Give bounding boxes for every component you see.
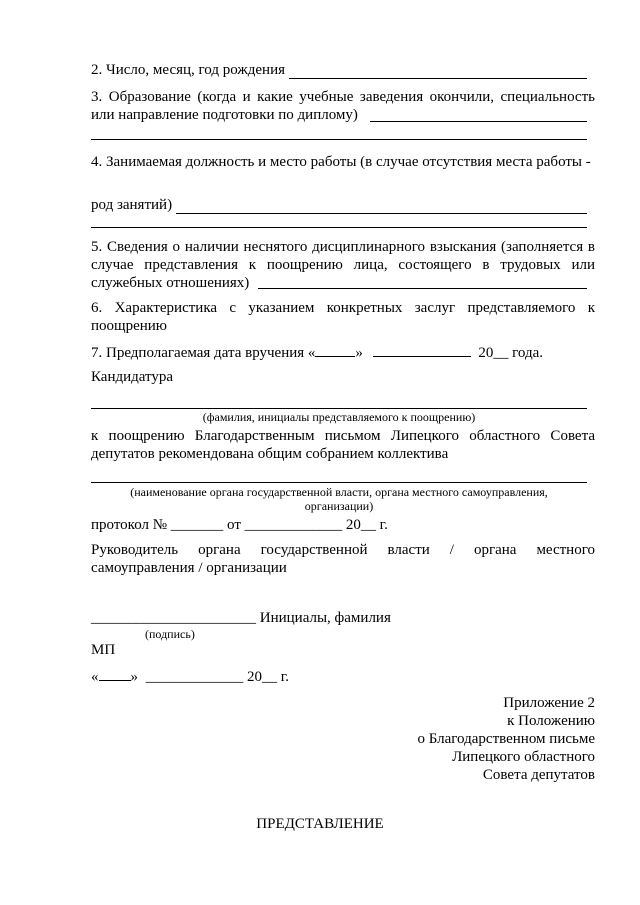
characteristic-label: 6. Характеристика с указанием конкретных заслуг представляемого к поощрению	[91, 300, 595, 334]
award-day-field[interactable]	[315, 343, 355, 357]
organization-caption	[91, 485, 587, 513]
appendix-line1: Приложение 2	[503, 695, 595, 711]
award-date-row	[91, 343, 595, 362]
protocol-line[interactable]: протокол № _______ от _____________ 20__ г.	[91, 517, 388, 533]
birth-date-label: 2. Число, месяц, год рождения	[91, 62, 285, 78]
award-year-text: 20__ года.	[478, 345, 544, 361]
organization-field[interactable]	[91, 482, 587, 483]
candidacy-label: Кандидатура	[91, 369, 174, 385]
sign-date-row	[91, 667, 595, 686]
document-heading: ПРЕДСТАВЛЕНИЕ	[256, 816, 384, 832]
appendix-block	[417, 694, 595, 784]
position-field-2[interactable]	[91, 227, 587, 228]
organization-caption-line2: организации)	[304, 499, 374, 513]
position-label-line2: род занятий)	[91, 197, 173, 213]
appendix-line2: к Положению	[507, 713, 595, 729]
sign-date-tail[interactable]: _____________ 20__ г.	[145, 669, 289, 685]
education-label: 3. Образование (когда и какие учебные заведения окончили, специальность или направление подготовки по диплому)	[91, 89, 595, 123]
birth-date-row	[91, 61, 587, 79]
signature-line[interactable]: ______________________ Инициалы, фамилия	[91, 610, 391, 626]
appendix-line3: о Благодарственном письме	[417, 731, 595, 747]
sign-date-open-quote: «	[91, 669, 99, 685]
award-month-field[interactable]	[373, 343, 471, 357]
education-field-1[interactable]	[370, 121, 587, 122]
sign-day-field[interactable]	[99, 667, 131, 681]
head-label: Руководитель органа государственной власти / органа местного самоуправления / организации	[91, 542, 595, 576]
signature-caption: (подпись)	[145, 627, 195, 641]
candidate-name-field[interactable]	[91, 408, 587, 409]
education-field-2[interactable]	[91, 139, 587, 140]
candidate-name-caption: (фамилия, инициалы представляемого к поощрению)	[202, 410, 476, 424]
organization-caption-line1: (наименование органа государственной власти, органа местного самоуправления,	[130, 485, 548, 499]
sign-date-close-quote: »	[130, 669, 138, 685]
award-date-quote: »	[355, 345, 363, 361]
position-row	[91, 196, 587, 214]
disciplinary-label: 5. Сведения о наличии неснятого дисциплинарного взыскания (заполняется в случае представления к поощрению лица, состоящего в трудовых или служебных отношениях)	[91, 239, 595, 291]
seal-label: МП	[91, 642, 116, 658]
position-field-1[interactable]	[176, 200, 587, 214]
appendix-line5: Совета депутатов	[482, 767, 595, 783]
disciplinary-field[interactable]	[258, 288, 587, 289]
appendix-line4: Липецкого областного	[452, 749, 595, 765]
position-label-line1: 4. Занимаемая должность и место работы (в случае отсутствия места работы -	[91, 154, 591, 170]
birth-date-field[interactable]	[289, 65, 587, 79]
award-date-label: 7. Предполагаемая дата вручения «	[91, 345, 316, 361]
recommendation-text: к поощрению Благодарственным письмом Липецкого областного Совета депутатов рекомендована общим собранием коллектива	[91, 428, 595, 462]
